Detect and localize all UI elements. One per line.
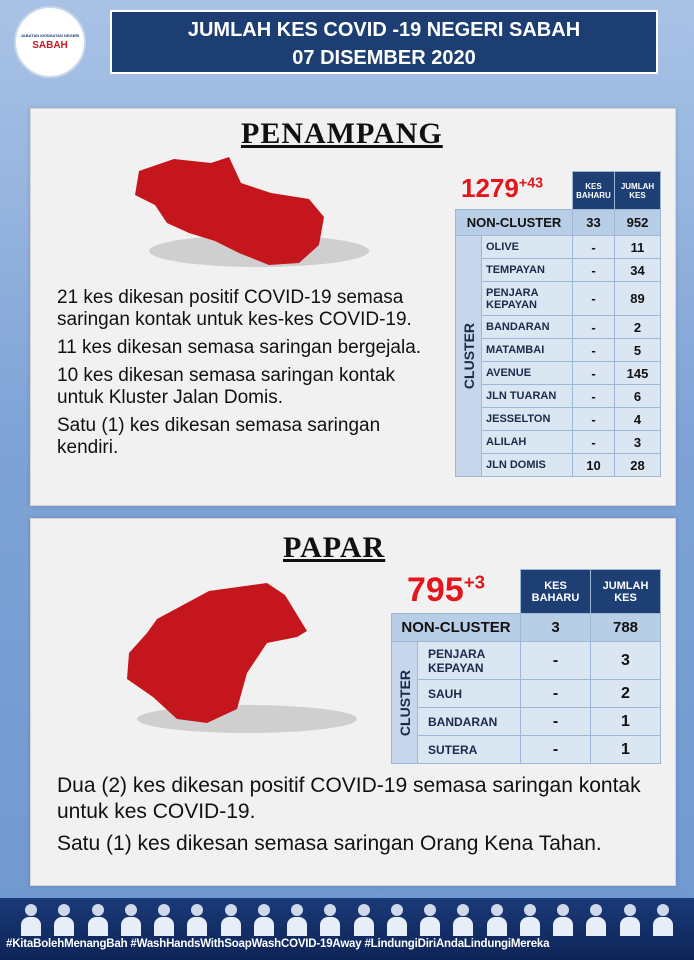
penampang-increase: +43: [518, 175, 544, 192]
table-row: [456, 454, 661, 477]
col-header-new: KES BAHARU: [573, 172, 615, 210]
cluster-name: ALILAH: [482, 431, 573, 454]
cluster-name: SUTERA: [418, 736, 521, 764]
cluster-total: 34: [615, 259, 661, 282]
table-row: [456, 259, 661, 282]
person-icon: [452, 902, 474, 936]
cluster-name: BANDARAN: [418, 708, 521, 736]
footer-banner: [0, 898, 694, 960]
frontliner-figures: [20, 902, 674, 936]
cluster-new: -: [573, 408, 615, 431]
penampang-title: PENAMPANG: [241, 117, 443, 150]
cluster-total: 2: [591, 680, 661, 708]
cluster-name: PENJARA KEPAYAN: [418, 642, 521, 680]
note: Dua (2) kes dikesan positif COVID-19 semasa saringan kontak untuk kes COVID-19.: [57, 774, 641, 823]
papar-increase: +3: [463, 571, 486, 593]
person-icon: [87, 902, 109, 936]
penampang-panel: [30, 108, 676, 506]
cluster-total: 5: [615, 339, 661, 362]
non-cluster-new: 3: [521, 614, 591, 642]
logo-name: SABAH: [32, 40, 68, 51]
cluster-label: CLUSTER: [396, 669, 413, 736]
header-date: 07 DISEMBER 2020: [292, 47, 476, 69]
cluster-name: BANDARAN: [482, 316, 573, 339]
person-icon: [585, 902, 607, 936]
person-icon: [386, 902, 408, 936]
papar-notes: [57, 773, 657, 863]
col-header-new: KES BAHARU: [521, 570, 591, 614]
table-row: [392, 680, 661, 708]
cluster-new: 10: [573, 454, 615, 477]
papar-total-value: 795: [407, 571, 464, 609]
table-row: [392, 736, 661, 764]
table-row: [456, 385, 661, 408]
non-cluster-total: 788: [591, 614, 661, 642]
person-icon: [652, 902, 674, 936]
non-cluster-new: 33: [573, 210, 615, 236]
cluster-new: -: [521, 680, 591, 708]
cluster-total: 3: [591, 642, 661, 680]
cluster-new: -: [521, 736, 591, 764]
person-icon: [486, 902, 508, 936]
cluster-name: JLN DOMIS: [482, 454, 573, 477]
cluster-name: JLN TUARAN: [482, 385, 573, 408]
cluster-new: -: [573, 431, 615, 454]
cluster-total: 11: [615, 236, 661, 259]
non-cluster-label: NON-CLUSTER: [456, 210, 573, 236]
cluster-new: -: [521, 708, 591, 736]
table-row: [456, 316, 661, 339]
cluster-total: 3: [615, 431, 661, 454]
note: Satu (1) kes dikesan semasa saringan kendiri.: [57, 415, 381, 458]
person-icon: [419, 902, 441, 936]
table-row: [456, 362, 661, 385]
papar-case-table: [391, 569, 661, 764]
footer-hashtags: #KitaBolehMenangBah #WashHandsWithSoapWashCOVID-19Away #LindungiDiriAndaLindungiMereka: [6, 938, 550, 950]
cluster-total: 145: [615, 362, 661, 385]
cluster-new: -: [573, 385, 615, 408]
person-icon: [220, 902, 242, 936]
table-row: [456, 408, 661, 431]
cluster-new: -: [573, 282, 615, 316]
cluster-total: 4: [615, 408, 661, 431]
header-title: JUMLAH KES COVID -19 NEGERI SABAH: [187, 19, 581, 41]
col-header-total: JUMLAH KES: [615, 172, 661, 210]
person-icon: [153, 902, 175, 936]
papar-panel: [30, 518, 676, 886]
cluster-name: MATAMBAI: [482, 339, 573, 362]
sabah-health-logo: [14, 6, 86, 78]
cluster-new: -: [573, 316, 615, 339]
col-header-total: JUMLAH KES: [591, 570, 661, 614]
papar-map-icon: [117, 579, 357, 739]
cluster-name: SAUH: [418, 680, 521, 708]
table-row: [456, 431, 661, 454]
header-title-box: [110, 10, 658, 74]
cluster-new: -: [573, 362, 615, 385]
cluster-name: JESSELTON: [482, 408, 573, 431]
cluster-total: 28: [615, 454, 661, 477]
person-icon: [20, 902, 42, 936]
note: 11 kes dikesan semasa saringan bergejala.: [57, 337, 422, 358]
note: 21 kes dikesan positif COVID-19 semasa saringan kontak untuk kes-kes COVID-19.: [57, 287, 412, 330]
cluster-name: OLIVE: [482, 236, 573, 259]
cluster-new: -: [573, 339, 615, 362]
person-icon: [53, 902, 75, 936]
penampang-case-table: [455, 171, 661, 477]
note: Satu (1) kes dikesan semasa saringan Orang Kena Tahan.: [57, 832, 602, 855]
cluster-new: -: [573, 236, 615, 259]
cluster-label-cell: [456, 236, 482, 477]
logo-top-text: JABATAN KESIHATAN NEGERI: [20, 33, 80, 38]
person-icon: [353, 902, 375, 936]
non-cluster-label: NON-CLUSTER: [392, 614, 521, 642]
person-icon: [120, 902, 142, 936]
person-icon: [186, 902, 208, 936]
penampang-total-value: 1279: [461, 173, 519, 203]
cluster-name: AVENUE: [482, 362, 573, 385]
person-icon: [319, 902, 341, 936]
cluster-label: CLUSTER: [460, 322, 477, 390]
table-row: [456, 339, 661, 362]
cluster-new: -: [573, 259, 615, 282]
note: 10 kes dikesan semasa saringan kontak untuk Kluster Jalan Domis.: [57, 365, 395, 408]
cluster-total: 1: [591, 708, 661, 736]
cluster-new: -: [521, 642, 591, 680]
cluster-label-cell: [392, 642, 418, 764]
non-cluster-total: 952: [615, 210, 661, 236]
penampang-notes: [57, 287, 437, 465]
cluster-total: 89: [615, 282, 661, 316]
penampang-map-icon: [119, 153, 369, 273]
person-icon: [253, 902, 275, 936]
cluster-total: 1: [591, 736, 661, 764]
cluster-total: 2: [615, 316, 661, 339]
person-icon: [619, 902, 641, 936]
cluster-total: 6: [615, 385, 661, 408]
table-row: [392, 708, 661, 736]
person-icon: [552, 902, 574, 936]
person-icon: [286, 902, 308, 936]
person-icon: [519, 902, 541, 936]
cluster-name: PENJARA KEPAYAN: [482, 282, 573, 316]
table-row: [456, 282, 661, 316]
papar-title: PAPAR: [283, 531, 386, 564]
cluster-name: TEMPAYAN: [482, 259, 573, 282]
